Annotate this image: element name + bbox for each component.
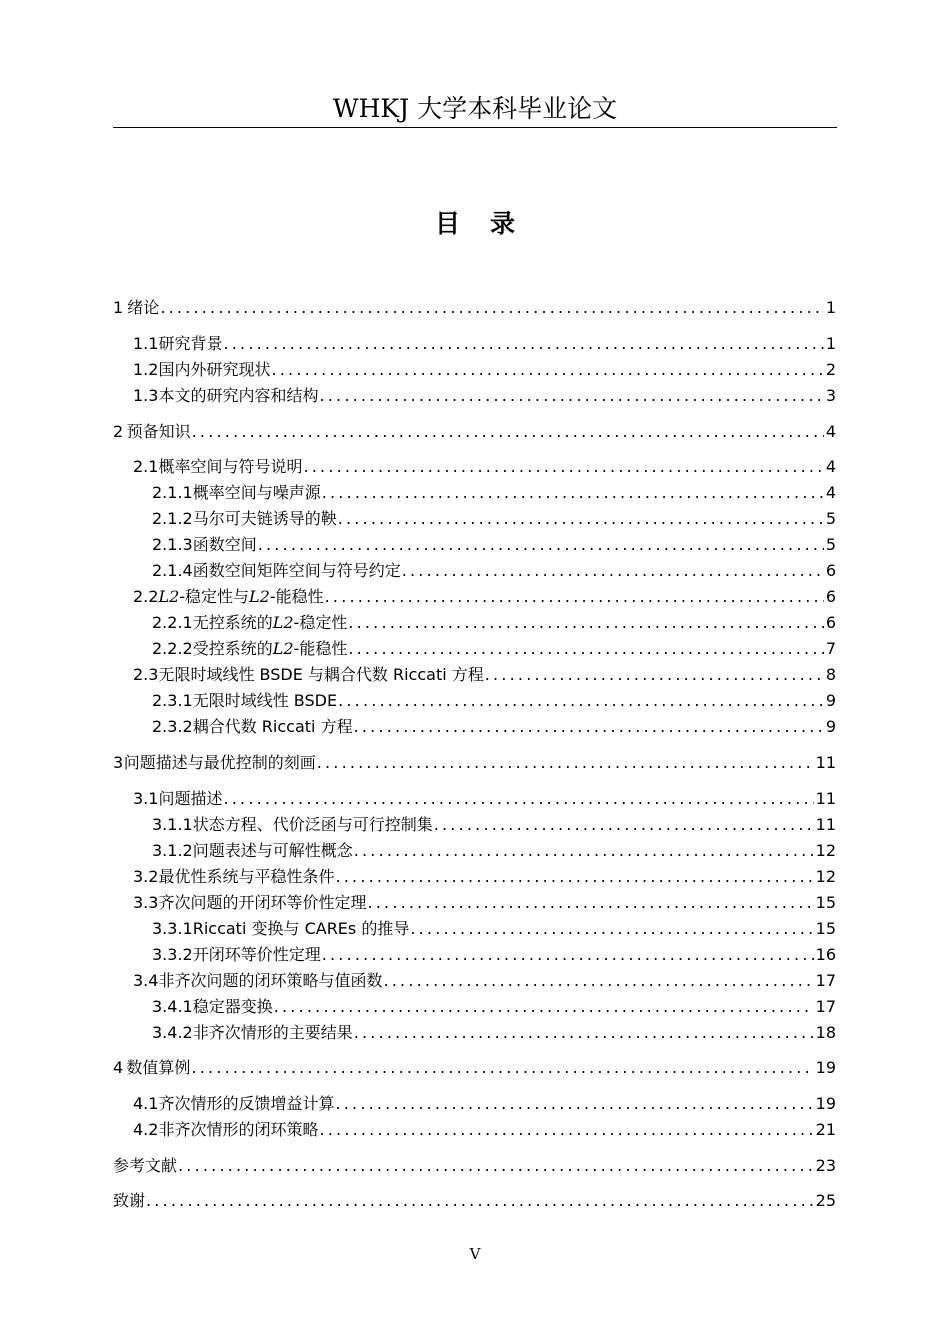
toc-entry-page: 17 (815, 997, 836, 1016)
toc-entry-number: 1.3 (133, 386, 159, 405)
toc-leader-dots (146, 1190, 814, 1212)
toc-leader-dots (192, 421, 824, 443)
toc-entry-page: 9 (825, 691, 836, 710)
toc-entry-1-2[interactable] (133, 359, 836, 381)
math-l2: L2 (272, 613, 294, 632)
toc-leader-dots (348, 612, 823, 634)
toc-entry-title: 无限时域线性 BSDE (192, 691, 338, 710)
toc-entry-page: 19 (815, 1094, 836, 1113)
toc-entry-3-3-2[interactable] (152, 944, 836, 966)
toc-entry-title: 预备知识 (126, 422, 191, 441)
toc-entry-number: 4.2 (133, 1120, 159, 1139)
toc-entry-title: 数值算例 (126, 1058, 191, 1077)
toc-entry-2-1[interactable] (133, 456, 836, 478)
toc-entry-page: 16 (815, 945, 836, 964)
math-l2: L2 (272, 639, 294, 658)
toc-entry-number: 2.2 (133, 587, 159, 606)
toc-leader-dots (319, 385, 823, 407)
toc-entry-title: 研究背景 (158, 334, 223, 353)
toc-entry-2-3-1[interactable] (152, 690, 836, 712)
toc-entry-number: 2.1.1 (152, 483, 193, 502)
toc-entry-page: 1 (825, 298, 836, 317)
toc-entry-number: 3.3.2 (152, 945, 193, 964)
toc-entry-number: 3.3.1 (152, 919, 193, 938)
toc-entry-number: 3.3 (133, 893, 159, 912)
toc-entry-number: 4 (113, 1058, 124, 1077)
toc-entry-page: 9 (825, 717, 836, 736)
toc-entry-title: 非齐次情形的主要结果 (192, 1023, 353, 1042)
toc-entry-title: 绪论 (127, 298, 160, 317)
header-rule (113, 127, 837, 128)
toc-entry-title: 状态方程、代价泛函与可行控制集 (192, 815, 433, 834)
toc-leader-dots (325, 586, 824, 608)
toc-entry-title: 国内外研究现状 (158, 360, 271, 379)
toc-entry-page: 3 (825, 386, 836, 405)
toc-leader-dots (322, 944, 814, 966)
toc-entry-3-4-1[interactable] (152, 996, 836, 1018)
toc-leader-dots (223, 788, 813, 810)
toc-entry-3-1-2[interactable] (152, 840, 836, 862)
toc-leader-dots (191, 1057, 813, 1079)
toc-entry-title: 无控系统的L2-稳定性 (192, 613, 348, 632)
toc-entry-number: 3.4.2 (152, 1023, 193, 1042)
page-number-footer: V (469, 1245, 481, 1263)
toc-entry-title: L2-稳定性与L2-能稳性 (158, 587, 324, 606)
toc-entry-page: 1 (825, 334, 836, 353)
toc-entry-number: 3.4 (133, 971, 159, 990)
math-l2: L2 (158, 587, 180, 606)
toc-entry-page: 21 (815, 1120, 836, 1139)
toc-entry-page: 5 (825, 535, 836, 554)
toc-entry-page: 6 (825, 613, 836, 632)
toc-entry-page: 11 (815, 789, 836, 808)
toc-entry-page: 5 (825, 509, 836, 528)
toc-entry-4-2[interactable] (133, 1119, 836, 1141)
toc-leader-dots (274, 996, 814, 1018)
toc-entry-title: 最优性系统与平稳性条件 (158, 867, 335, 886)
toc-entry-4[interactable] (113, 1057, 836, 1079)
toc-entry-title: 致谢 (113, 1191, 146, 1210)
toc-leader-dots (338, 508, 824, 530)
toc-entry-page: 7 (825, 639, 836, 658)
toc-entry-title: 马尔可夫链诱导的鞅 (192, 509, 337, 528)
toc-entry-page: 15 (815, 919, 836, 938)
toc-entry-3-3[interactable] (133, 892, 836, 914)
toc-entry-2-1-4[interactable] (152, 560, 836, 582)
toc-entry-page: 19 (815, 1058, 836, 1077)
toc-leader-dots (348, 638, 823, 660)
toc-leader-dots (160, 297, 824, 319)
toc-entry-title: 问题表述与可解性概念 (192, 841, 353, 860)
toc-entry-number: 1 (113, 298, 124, 317)
toc-entry-title: 开闭环等价性定理 (192, 945, 321, 964)
toc-leader-dots (258, 534, 824, 556)
toc-entry-title: 非齐次问题的闭环策略与值函数 (158, 971, 383, 990)
toc-entry-page: 4 (825, 483, 836, 502)
toc-entry-1[interactable] (113, 297, 836, 319)
toc-entry-page: 15 (815, 893, 836, 912)
toc-entry-2-2-2[interactable] (152, 638, 836, 660)
toc-entry-number: 2.1.2 (152, 509, 193, 528)
toc-entry-number: 2.1.3 (152, 535, 193, 554)
toc-entry-2-3-2[interactable] (152, 716, 836, 738)
toc-entry-number: 2.3.2 (152, 717, 193, 736)
toc-leader-dots (367, 892, 813, 914)
toc-entry-3-2[interactable] (133, 866, 836, 888)
toc-leader-dots (485, 664, 824, 686)
toc-entry-page: 4 (825, 422, 836, 441)
toc-entry-number: 2.1.4 (152, 561, 193, 580)
toc-leader-dots (303, 456, 823, 478)
toc-entry-3[interactable] (113, 752, 836, 774)
toc-leader-dots (383, 970, 813, 992)
toc-leader-dots (338, 690, 824, 712)
toc-entry-3-4-2[interactable] (152, 1022, 836, 1044)
toc-entry-title: 齐次问题的开闭环等价性定理 (158, 893, 367, 912)
toc-leader-dots (335, 866, 813, 888)
page-header-title: WHKJ 大学本科毕业论文 (332, 94, 618, 123)
toc-entry-title: 无限时域线性 BSDE 与耦合代数 Riccati 方程 (158, 665, 484, 684)
toc-entry-title: 参考文献 (113, 1156, 178, 1175)
toc-entry-2-3[interactable] (133, 664, 836, 686)
toc-entry-3-1[interactable] (133, 788, 836, 810)
toc-entry-page: 8 (825, 665, 836, 684)
toc-entry-title: 非齐次情形的闭环策略 (158, 1120, 319, 1139)
toc-leader-dots (354, 840, 814, 862)
toc-entry-number: 2 (113, 422, 124, 441)
toc-entry-page: 2 (825, 360, 836, 379)
toc-entry-acknowledgements[interactable] (113, 1190, 836, 1212)
toc-entry-title: 函数空间矩阵空间与符号约定 (192, 561, 401, 580)
toc-entry-number: 3.2 (133, 867, 159, 886)
toc-entry-number: 2.3 (133, 665, 159, 684)
toc-entry-title: 本文的研究内容和结构 (158, 386, 319, 405)
toc-leader-dots (402, 560, 824, 582)
toc-entry-number: 2.2.1 (152, 613, 193, 632)
toc-entry-title: Riccati 变换与 CAREs 的推导 (192, 919, 410, 938)
toc-entry-3-3-1[interactable] (152, 918, 836, 940)
toc-leader-dots (319, 1119, 813, 1141)
toc-entry-title: 稳定器变换 (192, 997, 273, 1016)
toc-entry-2-1-3[interactable] (152, 534, 836, 556)
toc-entry-title: 问题描述与最优控制的刻画 (123, 753, 316, 772)
toc-entry-number: 3.4.1 (152, 997, 193, 1016)
toc-entry-number: 3.1 (133, 789, 159, 808)
toc-entry-page: 4 (825, 457, 836, 476)
toc-leader-dots (335, 1093, 813, 1115)
toc-leader-dots (354, 1022, 814, 1044)
toc-entry-page: 25 (815, 1191, 836, 1210)
toc-leader-dots (317, 752, 814, 774)
toc-leader-dots (178, 1155, 814, 1177)
toc-leader-dots (271, 359, 823, 381)
toc-entry-2-1-1[interactable] (152, 482, 836, 504)
toc-title-char-2: 录 (490, 209, 516, 238)
toc-leader-dots (410, 918, 813, 940)
toc-entry-2-2-1[interactable] (152, 612, 836, 634)
toc-leader-dots (322, 482, 824, 504)
toc-entry-title: 概率空间与符号说明 (158, 457, 303, 476)
toc-entry-references[interactable] (113, 1155, 836, 1177)
toc-entry-page: 18 (815, 1023, 836, 1042)
toc-entry-number: 1.2 (133, 360, 159, 379)
toc-entry-title: 受控系统的L2-能稳性 (192, 639, 348, 658)
toc-entry-page: 11 (815, 753, 836, 772)
toc-entry-page: 6 (825, 561, 836, 580)
toc-leader-dots (434, 814, 814, 836)
toc-entry-1-1[interactable] (133, 333, 836, 355)
toc-entry-number: 4.1 (133, 1094, 159, 1113)
toc-entry-4-1[interactable] (133, 1093, 836, 1115)
toc-entry-title: 概率空间与噪声源 (192, 483, 321, 502)
toc-title-char-1: 目 (434, 209, 460, 238)
toc-entry-page: 12 (815, 867, 836, 886)
toc-title (0, 206, 950, 242)
toc-entry-number: 3.1.2 (152, 841, 193, 860)
math-l2: L2 (249, 587, 270, 606)
toc-entry-title: 函数空间 (192, 535, 257, 554)
toc-entry-3-4[interactable] (133, 970, 836, 992)
toc-entry-title: 耦合代数 Riccati 方程 (192, 717, 353, 736)
toc-leader-dots (223, 333, 823, 355)
toc-entry-number: 2.1 (133, 457, 159, 476)
toc-entry-number: 3.1.1 (152, 815, 193, 834)
toc-entry-number: 1.1 (133, 334, 159, 353)
toc-entry-2-1-2[interactable] (152, 508, 836, 530)
toc-entry-number: 2.3.1 (152, 691, 193, 710)
toc-entry-1-3[interactable] (133, 385, 836, 407)
toc-entry-3-1-1[interactable] (152, 814, 836, 836)
toc-entry-page: 11 (815, 815, 836, 834)
toc-leader-dots (354, 716, 824, 738)
toc-entry-2-2[interactable] (133, 586, 836, 608)
toc-entry-page: 23 (815, 1156, 836, 1175)
toc-entry-page: 17 (815, 971, 836, 990)
toc-entry-number: 3 (113, 753, 124, 772)
toc-entry-title: 问题描述 (158, 789, 223, 808)
toc-entry-title: 齐次情形的反馈增益计算 (158, 1094, 335, 1113)
toc-entry-2[interactable] (113, 421, 836, 443)
toc-entry-number: 2.2.2 (152, 639, 193, 658)
toc-entry-page: 12 (815, 841, 836, 860)
toc-entry-page: 6 (825, 587, 836, 606)
